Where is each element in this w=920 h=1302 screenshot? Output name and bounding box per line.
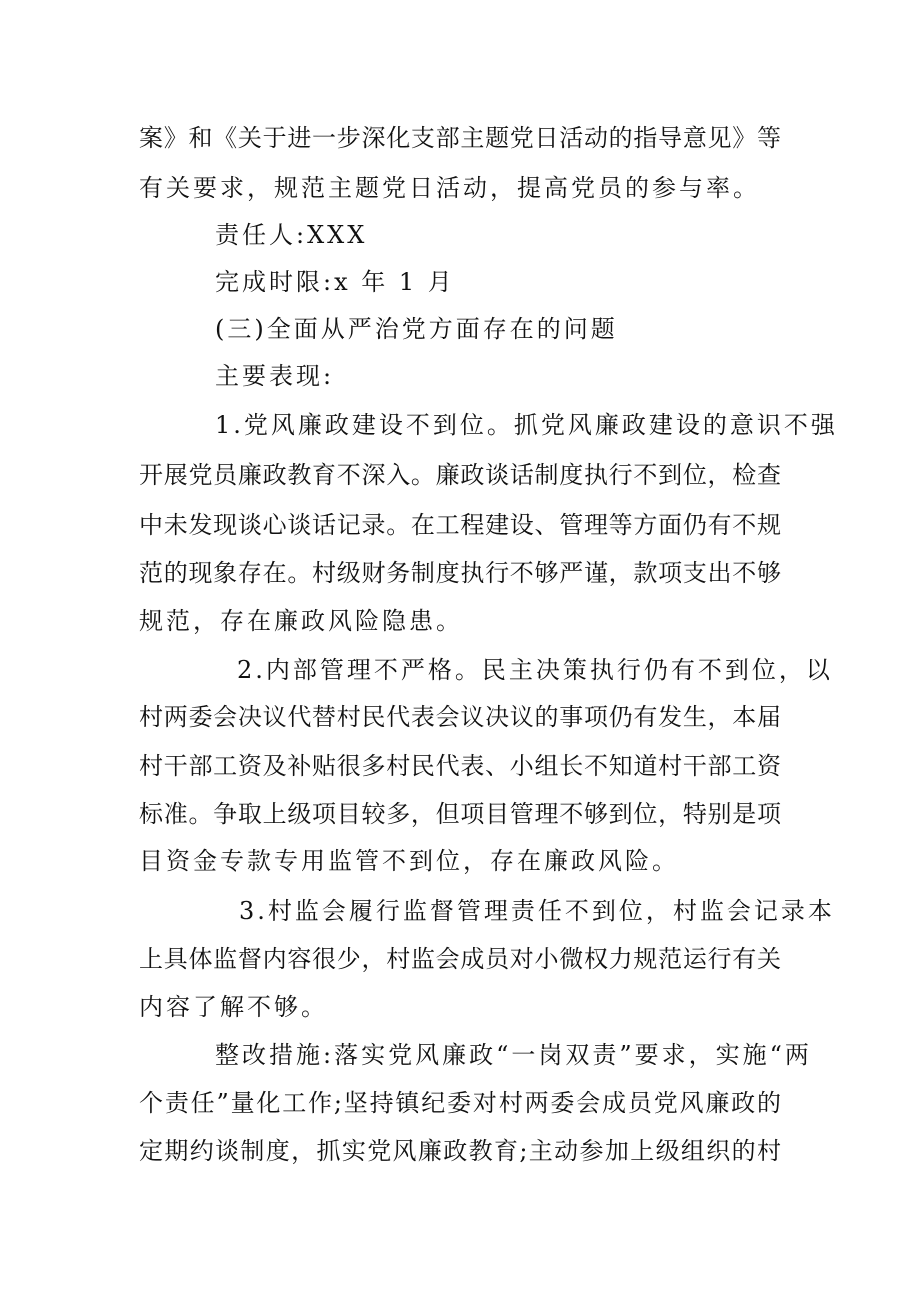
paragraph-line: 中未发现谈心谈话记录。在工程建设、管理等方面仍有不规 <box>139 511 781 539</box>
paragraph-line: 2.内部管理不严格。民主决策执行仍有不到位，以 <box>237 656 833 684</box>
section-heading: (三)全面从严治党方面存在的问题 <box>215 315 618 343</box>
paragraph-line: 开展党员廉政教育不深入。廉政谈话制度执行不到位，检查 <box>139 461 781 489</box>
paragraph-line: 案》和《关于进一步深化支部主题党日活动的指导意见》等 <box>139 124 781 152</box>
paragraph-line: 个责任”量化工作;坚持镇纪委对村两委会成员党风廉政的 <box>139 1089 781 1117</box>
deadline-line: 完成时限:x 年 1 月 <box>215 268 455 296</box>
paragraph-line: 上具体监督内容很少，村监会成员对小微权力规范运行有关 <box>139 945 781 973</box>
paragraph-line: 范的现象存在。村级财务制度执行不够严谨，款项支出不够 <box>139 559 781 587</box>
paragraph-line: 村干部工资及补贴很多村民代表、小组长不知道村干部工资 <box>139 752 781 780</box>
paragraph-line: 1.党风廉政建设不到位。抓党风廉政建设的意识不强 <box>215 411 838 439</box>
responsible-person-line: 责任人:XXX <box>215 221 368 249</box>
rectification-measures-line: 整改措施:落实党风廉政“一岗双责”要求，实施“两 <box>215 1041 812 1069</box>
paragraph-line: 3.村监会履行监督管理责任不到位，村监会记录本 <box>239 897 835 925</box>
paragraph-line: 规范，存在廉政风险隐患。 <box>139 607 463 635</box>
paragraph-line: 目资金专款专用监管不到位，存在廉政风险。 <box>139 847 679 875</box>
paragraph-line: 内容了解不够。 <box>139 993 328 1021</box>
paragraph-line: 有关要求，规范主题党日活动，提高党员的参与率。 <box>139 174 760 202</box>
main-manifestations-heading: 主要表现: <box>215 362 335 390</box>
paragraph-line: 定期约谈制度，抓实党风廉政教育;主动参加上级组织的村 <box>139 1137 781 1165</box>
paragraph-line: 标准。争取上级项目较多，但项目管理不够到位，特别是项 <box>139 800 781 828</box>
paragraph-line: 村两委会决议代替村民代表会议决议的事项仍有发生，本届 <box>139 703 781 731</box>
